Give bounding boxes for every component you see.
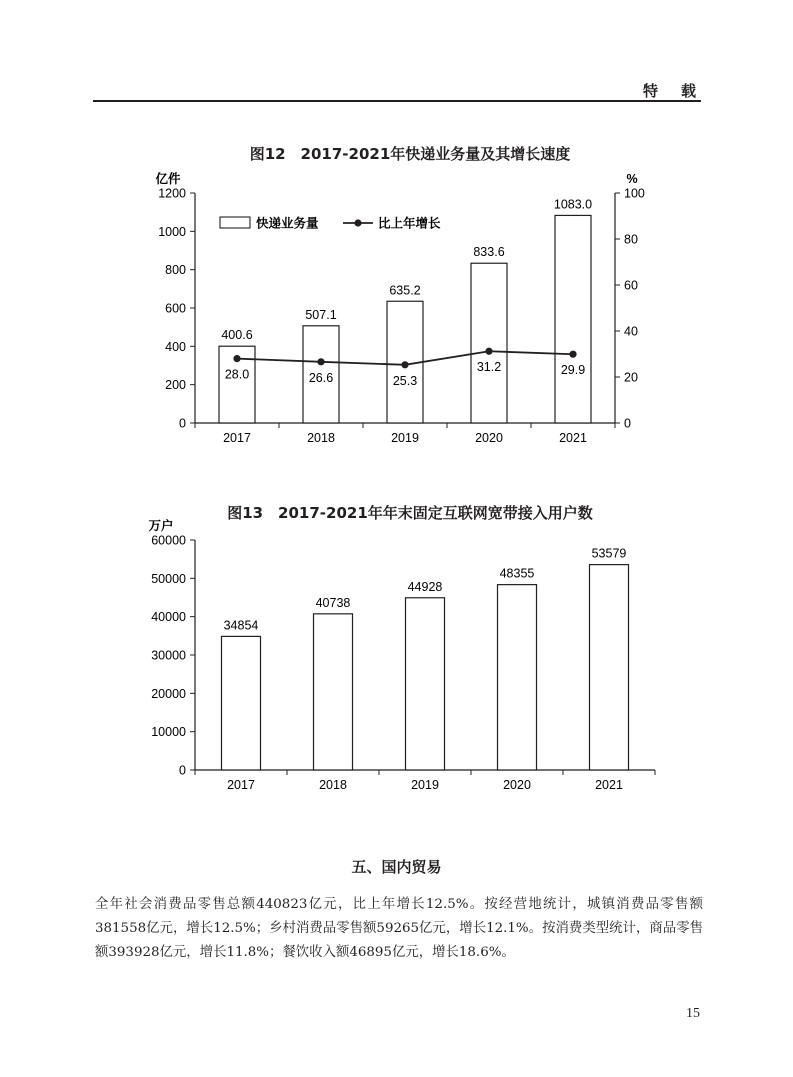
y-axis-label: 亿件 <box>155 172 181 186</box>
bar <box>590 565 629 770</box>
y-tick-label: 600 <box>165 301 186 316</box>
bar <box>555 215 591 423</box>
bar <box>314 614 353 770</box>
y-tick-label: 0 <box>179 416 186 431</box>
y-tick-label: 1200 <box>158 186 186 201</box>
y-tick-label: 0 <box>179 763 186 778</box>
growth-point <box>485 348 492 355</box>
y2-axis-label: % <box>626 172 638 186</box>
bar <box>471 263 507 423</box>
y-tick-label: 1000 <box>158 224 186 239</box>
x-tick-label: 2017 <box>227 778 255 792</box>
y2-tick-label: 40 <box>624 324 638 339</box>
y-tick-label: 10000 <box>151 725 186 740</box>
legend-bar-label: 快递业务量 <box>256 216 319 231</box>
chart12-title: 图12 2017-2021年快递业务量及其增长速度 <box>249 145 571 163</box>
growth-data-label: 29.9 <box>560 363 586 378</box>
growth-point <box>569 351 576 358</box>
bar <box>222 636 261 770</box>
y-tick-label: 60000 <box>151 533 186 548</box>
legend-line-marker <box>354 219 361 226</box>
y2-tick-label: 80 <box>624 232 638 247</box>
growth-data-label: 25.3 <box>392 373 418 388</box>
page-number: 15 <box>686 1006 700 1021</box>
growth-point <box>233 355 240 362</box>
growth-data-label: 31.2 <box>476 360 502 375</box>
x-tick-label: 2020 <box>475 431 503 445</box>
y-tick-label: 20000 <box>151 686 186 701</box>
body-text <box>95 893 703 965</box>
bar <box>406 598 445 770</box>
growth-point <box>401 361 408 368</box>
bar <box>498 585 537 770</box>
y2-tick-label: 100 <box>624 186 645 201</box>
bar-data-label: 507.1 <box>305 307 337 322</box>
x-tick-label: 2019 <box>411 778 439 792</box>
y2-tick-label: 20 <box>624 370 638 385</box>
body-paragraph: 全年社会消费品零售总额440823亿元，比上年增长12.5%。按经营地统计，城镇消费品零售额381558亿元，增长12.5%；乡村消费品零售额59265亿元，增长12.1%。按消费类型统计，商品零售额393928亿元，增长11.8%；餐饮收入额46895亿元，增长18.6%。 <box>95 897 703 960</box>
bar-data-label: 44928 <box>407 579 443 594</box>
chart13-title: 图13 2017-2021年年末固定互联网宽带接入用户数 <box>227 504 593 522</box>
x-tick-label: 2021 <box>559 431 587 445</box>
y-axis-label: 万户 <box>148 519 174 533</box>
bar-data-label: 53579 <box>591 546 627 561</box>
growth-data-label: 28.0 <box>224 367 250 382</box>
bar-data-label: 400.6 <box>221 328 253 343</box>
y2-tick-label: 60 <box>624 278 638 293</box>
header-rule <box>93 100 701 102</box>
chart13-broadband-users <box>0 505 793 805</box>
y2-tick-label: 0 <box>624 416 631 431</box>
x-tick-label: 2017 <box>223 431 251 445</box>
y-tick-label: 400 <box>165 339 186 354</box>
y-tick-label: 50000 <box>151 571 186 586</box>
x-tick-label: 2021 <box>595 778 623 792</box>
chart12-express-volume <box>0 160 793 460</box>
x-tick-label: 2018 <box>307 431 335 445</box>
bar-data-label: 635.2 <box>389 283 421 298</box>
y-tick-label: 30000 <box>151 648 186 663</box>
growth-data-label: 26.6 <box>308 370 334 385</box>
x-tick-label: 2019 <box>391 431 419 445</box>
legend-line-label: 比上年增长 <box>378 216 441 231</box>
y-tick-label: 200 <box>165 378 186 393</box>
x-tick-label: 2020 <box>503 778 531 792</box>
y-tick-label: 800 <box>165 263 186 278</box>
bar-data-label: 40738 <box>315 595 351 610</box>
growth-point <box>317 358 324 365</box>
x-tick-label: 2018 <box>319 778 347 792</box>
section-heading: 五、国内贸易 <box>351 858 442 876</box>
y-tick-label: 40000 <box>151 610 186 625</box>
legend-bar-swatch <box>220 217 250 228</box>
bar-data-label: 48355 <box>499 566 535 581</box>
bar-data-label: 34854 <box>223 618 259 633</box>
bar-data-label: 1083.0 <box>553 197 593 212</box>
bar-data-label: 833.6 <box>473 245 505 260</box>
running-header-title: 特 载 <box>642 82 700 100</box>
